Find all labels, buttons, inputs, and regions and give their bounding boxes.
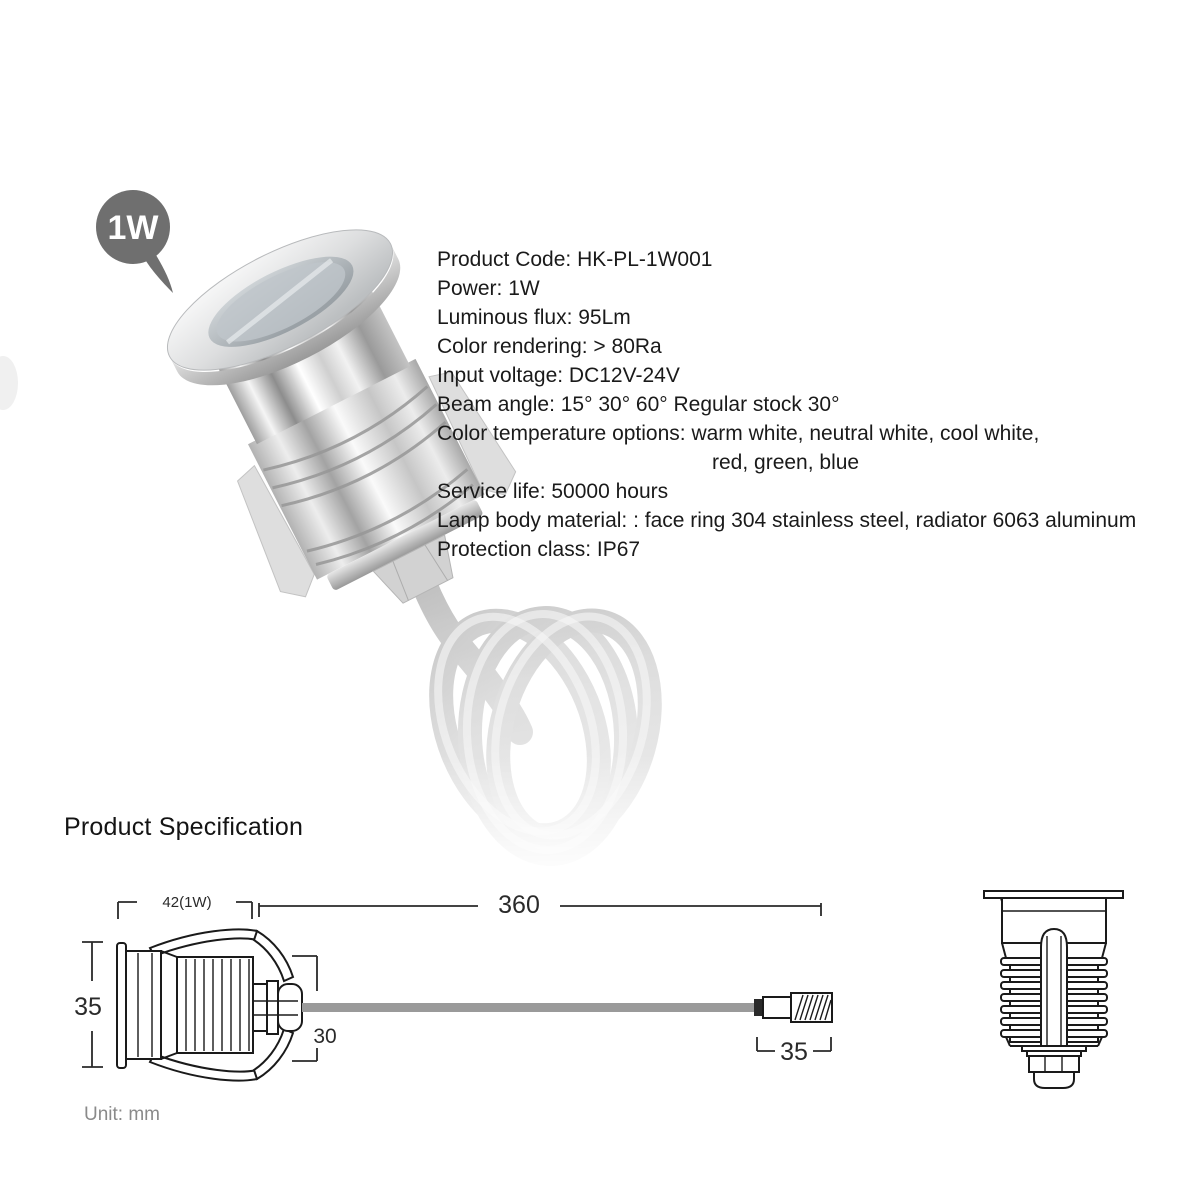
spec-line: Protection class: IP67 [437,538,641,561]
spec-line: Lamp body material: : face ring 304 stainless steel, radiator 6063 aluminum [437,509,1137,532]
cable-coil [408,584,674,859]
drawn-cable [302,1003,754,1012]
dimension-face-diameter-label: 42(1W) [162,894,212,911]
spec-line: red, green, blue [712,451,860,474]
spec-line: Color rendering: > 80Ra [437,335,662,358]
front-view-drawing [984,891,1123,1088]
technical-drawing [0,878,1200,1120]
dimension-cable-length-label: 360 [498,891,540,919]
spec-line: Luminous flux: 95Lm [437,306,631,329]
dimension-height [74,942,103,1067]
dimension-body-depth-label: 30 [313,1025,337,1048]
power-badge [96,190,173,293]
power-badge-label: 1W [107,209,159,247]
spec-line: Color temperature options: warm white, neutral white, cool white, [437,422,1040,445]
spec-line: Input voltage: DC12V-24V [437,364,680,387]
side-view-drawing [117,929,832,1080]
spec-line: Service life: 50000 hours [437,480,669,503]
dimension-height-label: 35 [74,993,102,1021]
dimension-face-diameter [118,894,252,919]
edge-artifact [0,356,18,410]
spec-line: Product Code: HK-PL-1W001 [437,248,713,271]
unit-label: Unit: mm [84,1104,160,1125]
section-title: Product Specification [64,813,304,841]
spec-line: Power: 1W [437,277,540,300]
spec-line: Beam angle: 15° 30° 60° Regular stock 30° [437,393,840,416]
dimension-connector-length-label: 35 [780,1038,808,1066]
product-specs-list [437,245,1136,564]
dimension-connector-length [757,1037,831,1066]
dimension-cable-length [259,891,821,919]
